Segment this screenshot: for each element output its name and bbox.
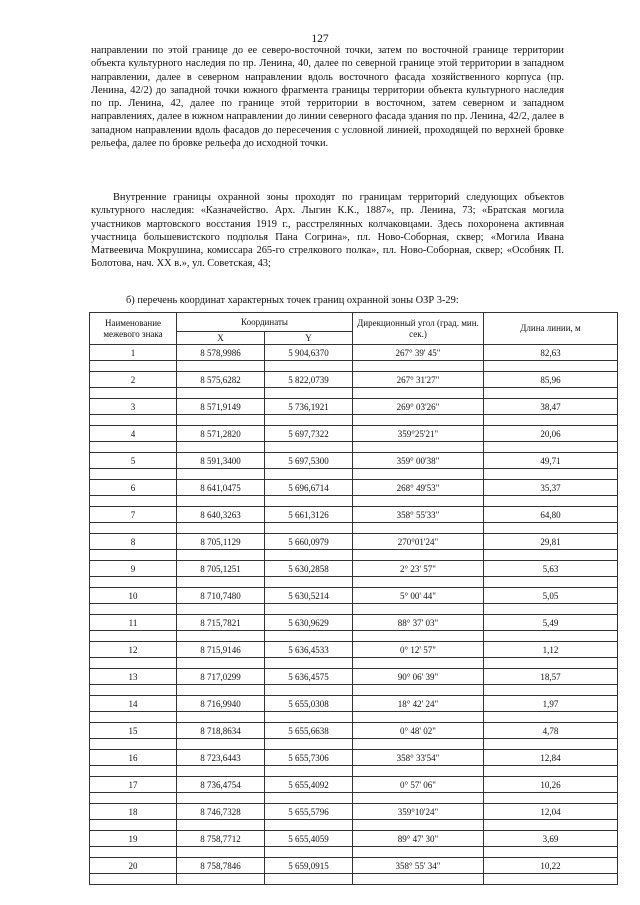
spacer-cell: [265, 820, 353, 831]
cell-angle: 358° 33'54": [353, 750, 484, 766]
cell-y: 5 697,7322: [265, 426, 353, 442]
spacer-cell: [353, 442, 484, 453]
table-row: [90, 399, 618, 415]
table-row: [90, 588, 618, 604]
spacer-cell: [177, 712, 265, 723]
cell-sign: 20: [90, 858, 177, 874]
table-row: [90, 453, 618, 469]
cell-angle: 267° 39' 45": [353, 345, 484, 361]
spacer-cell: [177, 739, 265, 750]
cell-y: 5 630,5214: [265, 588, 353, 604]
cell-x: 8 575,6282: [177, 372, 265, 388]
cell-angle: 5° 00' 44": [353, 588, 484, 604]
spacer-cell: [353, 766, 484, 777]
spacer-cell: [265, 361, 353, 372]
cell-angle: 268° 49'53": [353, 480, 484, 496]
cell-sign: 19: [90, 831, 177, 847]
spacer-cell: [484, 793, 618, 804]
spacer-cell: [90, 442, 177, 453]
cell-sign: 12: [90, 642, 177, 658]
table-row: [90, 804, 618, 820]
table-row: [90, 750, 618, 766]
cell-y: 5 655,4059: [265, 831, 353, 847]
spacer-cell: [484, 766, 618, 777]
spacer-cell: [177, 550, 265, 561]
spacer-cell: [353, 550, 484, 561]
spacer-cell: [177, 361, 265, 372]
cell-y: 5 655,6638: [265, 723, 353, 739]
cell-y: 5 655,0308: [265, 696, 353, 712]
spacer-cell: [177, 442, 265, 453]
cell-x: 8 746,7328: [177, 804, 265, 820]
table-spacer-row: [90, 712, 618, 723]
cell-length: 12,04: [484, 804, 618, 820]
table-spacer-row: [90, 577, 618, 588]
spacer-cell: [90, 739, 177, 750]
spacer-cell: [177, 874, 265, 885]
header-length: Длина линии, м: [484, 313, 618, 345]
cell-x: 8 736,4754: [177, 777, 265, 793]
cell-length: 10,26: [484, 777, 618, 793]
cell-sign: 2: [90, 372, 177, 388]
spacer-cell: [90, 415, 177, 426]
table-spacer-row: [90, 388, 618, 399]
spacer-cell: [177, 577, 265, 588]
cell-x: 8 758,7712: [177, 831, 265, 847]
spacer-cell: [177, 604, 265, 615]
table-row: [90, 561, 618, 577]
spacer-cell: [353, 496, 484, 507]
spacer-cell: [484, 685, 618, 696]
spacer-cell: [90, 469, 177, 480]
spacer-cell: [265, 415, 353, 426]
cell-length: 3,69: [484, 831, 618, 847]
spacer-cell: [484, 820, 618, 831]
cell-x: 8 571,9149: [177, 399, 265, 415]
cell-length: 29,81: [484, 534, 618, 550]
cell-sign: 4: [90, 426, 177, 442]
cell-x: 8 641,0475: [177, 480, 265, 496]
spacer-cell: [353, 712, 484, 723]
cell-x: 8 571,2820: [177, 426, 265, 442]
cell-length: 18,57: [484, 669, 618, 685]
cell-x: 8 717,0299: [177, 669, 265, 685]
spacer-cell: [90, 631, 177, 642]
table-spacer-row: [90, 685, 618, 696]
paragraph-table-caption: [91, 294, 564, 307]
cell-sign: 14: [90, 696, 177, 712]
spacer-cell: [177, 847, 265, 858]
cell-x: 8 710,7480: [177, 588, 265, 604]
spacer-cell: [265, 388, 353, 399]
spacer-cell: [484, 874, 618, 885]
spacer-cell: [353, 577, 484, 588]
cell-length: 5,05: [484, 588, 618, 604]
cell-sign: 1: [90, 345, 177, 361]
cell-y: 5 659,0915: [265, 858, 353, 874]
spacer-cell: [90, 766, 177, 777]
paragraph-boundary-description: [91, 44, 564, 150]
cell-angle: 358° 55' 34": [353, 858, 484, 874]
spacer-cell: [177, 631, 265, 642]
spacer-cell: [265, 631, 353, 642]
spacer-cell: [484, 388, 618, 399]
spacer-cell: [177, 388, 265, 399]
spacer-cell: [265, 442, 353, 453]
cell-length: 49,71: [484, 453, 618, 469]
table-spacer-row: [90, 442, 618, 453]
cell-sign: 18: [90, 804, 177, 820]
cell-angle: 88° 37' 03": [353, 615, 484, 631]
cell-angle: 359°25'21": [353, 426, 484, 442]
cell-length: 38,47: [484, 399, 618, 415]
cell-y: 5 736,1921: [265, 399, 353, 415]
spacer-cell: [90, 820, 177, 831]
spacer-cell: [90, 712, 177, 723]
spacer-cell: [177, 685, 265, 696]
spacer-cell: [353, 874, 484, 885]
cell-sign: 16: [90, 750, 177, 766]
cell-angle: 270°01'24": [353, 534, 484, 550]
spacer-cell: [265, 793, 353, 804]
spacer-cell: [484, 739, 618, 750]
header-angle: Дирекционный угол (град. мин. сек.): [353, 313, 484, 345]
cell-x: 8 758,7846: [177, 858, 265, 874]
cell-length: 20,06: [484, 426, 618, 442]
spacer-cell: [484, 712, 618, 723]
table-spacer-row: [90, 550, 618, 561]
cell-x: 8 715,7821: [177, 615, 265, 631]
cell-length: 82,63: [484, 345, 618, 361]
cell-angle: 267° 31'27": [353, 372, 484, 388]
cell-angle: 269° 03'26": [353, 399, 484, 415]
cell-angle: 2° 23' 57": [353, 561, 484, 577]
table-row: [90, 615, 618, 631]
cell-angle: 89° 47' 30": [353, 831, 484, 847]
cell-y: 5 697,5300: [265, 453, 353, 469]
spacer-cell: [177, 469, 265, 480]
spacer-cell: [353, 523, 484, 534]
spacer-cell: [265, 523, 353, 534]
table-spacer-row: [90, 523, 618, 534]
spacer-cell: [265, 577, 353, 588]
table-row: [90, 507, 618, 523]
spacer-cell: [90, 793, 177, 804]
spacer-cell: [265, 712, 353, 723]
cell-length: 85,96: [484, 372, 618, 388]
cell-length: 4,78: [484, 723, 618, 739]
spacer-cell: [353, 820, 484, 831]
spacer-cell: [177, 496, 265, 507]
cell-length: 5,63: [484, 561, 618, 577]
spacer-cell: [484, 496, 618, 507]
table-spacer-row: [90, 604, 618, 615]
table-row: [90, 345, 618, 361]
cell-angle: 0° 57' 06": [353, 777, 484, 793]
cell-length: 35,37: [484, 480, 618, 496]
spacer-cell: [90, 496, 177, 507]
spacer-cell: [484, 577, 618, 588]
table-spacer-row: [90, 361, 618, 372]
spacer-cell: [484, 847, 618, 858]
cell-angle: 359° 00'38": [353, 453, 484, 469]
cell-y: 5 661,3126: [265, 507, 353, 523]
spacer-cell: [353, 604, 484, 615]
cell-sign: 6: [90, 480, 177, 496]
table-spacer-row: [90, 874, 618, 885]
coordinates-table: [89, 312, 618, 885]
table-row: [90, 723, 618, 739]
table-spacer-row: [90, 847, 618, 858]
table-row: [90, 426, 618, 442]
spacer-cell: [265, 766, 353, 777]
spacer-cell: [265, 469, 353, 480]
cell-angle: 90° 06' 39": [353, 669, 484, 685]
table-header-row: [90, 313, 618, 332]
cell-x: 8 723,6443: [177, 750, 265, 766]
spacer-cell: [353, 658, 484, 669]
spacer-cell: [177, 415, 265, 426]
table-spacer-row: [90, 415, 618, 426]
spacer-cell: [484, 469, 618, 480]
spacer-cell: [353, 415, 484, 426]
spacer-cell: [177, 766, 265, 777]
header-coordinates: Координаты: [177, 313, 353, 332]
cell-y: 5 630,9629: [265, 615, 353, 631]
table-spacer-row: [90, 658, 618, 669]
spacer-cell: [353, 739, 484, 750]
spacer-cell: [90, 658, 177, 669]
cell-y: 5 696,6714: [265, 480, 353, 496]
spacer-cell: [353, 685, 484, 696]
table-spacer-row: [90, 766, 618, 777]
table-row: [90, 831, 618, 847]
table-row: [90, 858, 618, 874]
spacer-cell: [90, 847, 177, 858]
spacer-cell: [265, 685, 353, 696]
spacer-cell: [90, 604, 177, 615]
spacer-cell: [484, 523, 618, 534]
cell-sign: 11: [90, 615, 177, 631]
cell-sign: 9: [90, 561, 177, 577]
spacer-cell: [484, 631, 618, 642]
table-row: [90, 696, 618, 712]
cell-angle: 0° 12' 57": [353, 642, 484, 658]
spacer-cell: [177, 820, 265, 831]
spacer-cell: [90, 577, 177, 588]
spacer-cell: [484, 442, 618, 453]
cell-x: 8 705,1251: [177, 561, 265, 577]
spacer-cell: [265, 658, 353, 669]
cell-y: 5 904,6370: [265, 345, 353, 361]
paragraph-text: б) перечень координат характерных точек границ охранной зоны ОЗР 3-29:: [126, 295, 459, 306]
spacer-cell: [90, 388, 177, 399]
cell-length: 12,84: [484, 750, 618, 766]
cell-length: 10,22: [484, 858, 618, 874]
header-sign: Наименование межевого знака: [90, 313, 177, 345]
cell-x: 8 591,3400: [177, 453, 265, 469]
spacer-cell: [484, 550, 618, 561]
cell-sign: 13: [90, 669, 177, 685]
table-row: [90, 642, 618, 658]
cell-sign: 8: [90, 534, 177, 550]
cell-sign: 10: [90, 588, 177, 604]
cell-y: 5 636,4575: [265, 669, 353, 685]
cell-y: 5 822,0739: [265, 372, 353, 388]
spacer-cell: [484, 604, 618, 615]
spacer-cell: [484, 361, 618, 372]
cell-x: 8 715,9146: [177, 642, 265, 658]
cell-angle: 358° 55'33": [353, 507, 484, 523]
spacer-cell: [90, 523, 177, 534]
cell-sign: 7: [90, 507, 177, 523]
table-row: [90, 372, 618, 388]
cell-x: 8 705,1129: [177, 534, 265, 550]
table-spacer-row: [90, 631, 618, 642]
table-row: [90, 534, 618, 550]
spacer-cell: [265, 847, 353, 858]
cell-x: 8 718,8634: [177, 723, 265, 739]
table-spacer-row: [90, 820, 618, 831]
spacer-cell: [484, 658, 618, 669]
paragraph-inner-boundaries: [91, 191, 564, 271]
table-spacer-row: [90, 739, 618, 750]
cell-length: 64,80: [484, 507, 618, 523]
header-y: Y: [265, 332, 353, 345]
spacer-cell: [90, 550, 177, 561]
spacer-cell: [177, 658, 265, 669]
cell-sign: 3: [90, 399, 177, 415]
cell-angle: 18° 42' 24": [353, 696, 484, 712]
table-row: [90, 777, 618, 793]
spacer-cell: [353, 847, 484, 858]
cell-length: 5,49: [484, 615, 618, 631]
spacer-cell: [353, 631, 484, 642]
spacer-cell: [90, 685, 177, 696]
spacer-cell: [177, 793, 265, 804]
table-spacer-row: [90, 469, 618, 480]
cell-sign: 5: [90, 453, 177, 469]
cell-angle: 359°10'24": [353, 804, 484, 820]
cell-sign: 17: [90, 777, 177, 793]
spacer-cell: [90, 874, 177, 885]
paragraph-text: Внутренние границы охранной зоны проходят по границам территорий следующих объектов культурного наследия: «Казначейство. Арх. Лыгин К.К., 1887», пр. Ленина, 73; «Братская могила участников мартовского восстания 1919 г., расстрелянных колчаковцами. Здесь похоронена активная участница большевистского подполья Пана Согрина», пл. Ново-Соборная, сквер; «Могила Ивана Матвеевича Мокрушина, комиссара 265-го стрелкового полка», пл. Ново-Соборная, сквер; «Особняк П. Болотова, нач. XX в.», ул. Советская, 43;: [91, 192, 564, 270]
table-spacer-row: [90, 793, 618, 804]
table-row: [90, 480, 618, 496]
cell-y: 5 630,2858: [265, 561, 353, 577]
cell-y: 5 655,4092: [265, 777, 353, 793]
spacer-cell: [265, 550, 353, 561]
spacer-cell: [353, 388, 484, 399]
cell-length: 1,12: [484, 642, 618, 658]
table-spacer-row: [90, 496, 618, 507]
cell-x: 8 716,9940: [177, 696, 265, 712]
spacer-cell: [353, 793, 484, 804]
spacer-cell: [265, 496, 353, 507]
cell-angle: 0° 48' 02": [353, 723, 484, 739]
spacer-cell: [265, 739, 353, 750]
spacer-cell: [484, 415, 618, 426]
spacer-cell: [265, 874, 353, 885]
spacer-cell: [353, 361, 484, 372]
page-number: 127: [311, 33, 329, 45]
cell-sign: 15: [90, 723, 177, 739]
cell-y: 5 636,4533: [265, 642, 353, 658]
paragraph-text: направлении по этой границе до ее северо-восточной точки, затем по восточной границе территории объекта культурного наследия по пр. Ленина, 40, далее по северной границе этой территории в западном направлении, далее в северном направлении вдоль восточного фасада хозяйственного корпуса (пр. Ленина, 42/2) до западной точки южного фрагмента границы территории объекта культурного наследия по пр. Ленина, 42, далее по границе этой территории в восточном, затем северном и западном направлениях, далее в южном направлении до линии северного фасада здания по пр. Ленина, 42/2, далее в западном направлении вдоль фасадов до пересечения с условной линией, проходящей по верхней бровке рельефа, далее по бровке рельефа до исходной точки.: [91, 45, 564, 150]
spacer-cell: [90, 361, 177, 372]
table-row: [90, 669, 618, 685]
cell-x: 8 640,3263: [177, 507, 265, 523]
spacer-cell: [353, 469, 484, 480]
cell-y: 5 660,0979: [265, 534, 353, 550]
cell-y: 5 655,7306: [265, 750, 353, 766]
spacer-cell: [265, 604, 353, 615]
header-x: X: [177, 332, 265, 345]
cell-x: 8 578,9986: [177, 345, 265, 361]
spacer-cell: [177, 523, 265, 534]
cell-y: 5 655,5796: [265, 804, 353, 820]
cell-length: 1,97: [484, 696, 618, 712]
